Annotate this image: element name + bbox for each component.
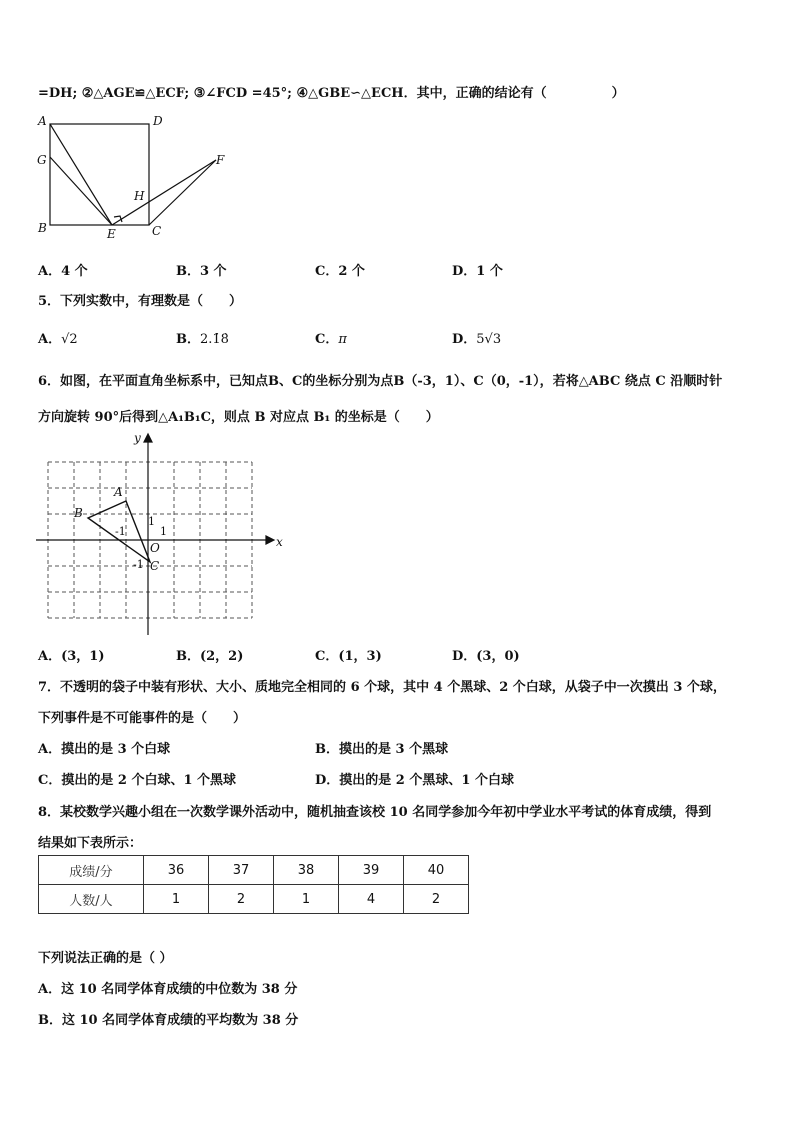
table-cell: 39 bbox=[339, 856, 404, 885]
table-row bbox=[39, 885, 469, 914]
table-cell: 40 bbox=[404, 856, 469, 885]
q4-option-b[interactable]: B．3 个 bbox=[176, 264, 227, 279]
option-math: 2.1̇8̇ bbox=[200, 332, 229, 347]
table-cell: 2 bbox=[209, 885, 274, 914]
q8-stem-line2: 结果如下表所示： bbox=[38, 836, 143, 851]
axis-label-x: x bbox=[276, 535, 283, 549]
label-H: H bbox=[134, 189, 145, 203]
q4-option-d[interactable]: D．1 个 bbox=[452, 264, 503, 279]
label-C: C bbox=[150, 559, 160, 573]
q5-option-a[interactable] bbox=[38, 328, 78, 347]
q5-option-b[interactable] bbox=[176, 328, 229, 347]
q4-option-c[interactable]: C．2 个 bbox=[315, 264, 365, 279]
q6-option-c[interactable]: C．(1，3) bbox=[315, 649, 382, 664]
q7-stem-line1: 7．不透明的袋子中装有形状、大小、质地完全相同的 6 个球，其中 4 个黑球、2 个白球，从袋子中一次摸出 3 个球， bbox=[38, 680, 726, 695]
q7-option-a[interactable]: A．摸出的是 3 个白球 bbox=[38, 742, 171, 757]
q8-question: 下列说法正确的是（ ） bbox=[38, 951, 173, 966]
tick-label: -1 bbox=[133, 558, 144, 571]
q8-option-a[interactable]: A．这 10 名同学体育成绩的中位数为 38 分 bbox=[38, 982, 298, 997]
table-row bbox=[39, 856, 469, 885]
option-label: B． bbox=[176, 332, 200, 347]
q5-option-d[interactable] bbox=[452, 328, 501, 347]
q6-option-d[interactable]: D．(3，0) bbox=[452, 649, 520, 664]
table-cell: 1 bbox=[274, 885, 339, 914]
label-O: O bbox=[150, 541, 160, 555]
tick-label: 1 bbox=[148, 515, 155, 528]
q4-statement-line: =DH; ②△AGE≌△ECF; ③∠FCD =45°; ④△GBE∽△ECH．其中，正确的结论有（ ） bbox=[38, 86, 625, 101]
table-cell: 38 bbox=[274, 856, 339, 885]
q6-option-b[interactable]: B．(2，2) bbox=[176, 649, 244, 664]
q4-option-a[interactable]: A．4 个 bbox=[38, 264, 88, 279]
table-cell: 1 bbox=[144, 885, 209, 914]
label-A: A bbox=[38, 114, 47, 128]
axis-label-y: y bbox=[134, 431, 141, 445]
tick-label: 1 bbox=[160, 525, 167, 538]
table-cell: 37 bbox=[209, 856, 274, 885]
table-header-cell: 人数/人 bbox=[39, 885, 144, 914]
tick-label: -1 bbox=[115, 525, 126, 538]
table-cell: 2 bbox=[404, 885, 469, 914]
q7-stem-line2: 下列事件是不可能事件的是（ ） bbox=[38, 711, 247, 726]
q7-option-b[interactable]: B．摸出的是 3 个黑球 bbox=[315, 742, 449, 757]
label-D: D bbox=[153, 114, 163, 128]
option-math: 5√3 bbox=[476, 332, 502, 347]
q7-option-c[interactable]: C．摸出的是 2 个白球、1 个黑球 bbox=[38, 773, 237, 788]
option-label: A． bbox=[38, 332, 62, 347]
option-math: √2 bbox=[61, 332, 78, 347]
q5-option-c[interactable] bbox=[315, 328, 347, 347]
table-cell: 36 bbox=[144, 856, 209, 885]
label-C: C bbox=[152, 224, 162, 238]
q6-stem-line2: 方向旋转 90°后得到△A₁B₁C，则点 B 对应点 B₁ 的坐标是（ ） bbox=[38, 410, 439, 425]
label-G: G bbox=[37, 153, 47, 167]
q6-coordinate-grid bbox=[36, 430, 286, 635]
label-F: F bbox=[216, 153, 225, 167]
label-A: A bbox=[114, 485, 123, 499]
label-E: E bbox=[107, 227, 116, 241]
table-header-cell: 成绩/分 bbox=[39, 856, 144, 885]
q8-option-b[interactable]: B．这 10 名同学体育成绩的平均数为 38 分 bbox=[38, 1013, 299, 1028]
label-B: B bbox=[38, 221, 47, 235]
label-B: B bbox=[74, 506, 83, 520]
q6-stem-line1: 6．如图，在平面直角坐标系中，已知点B、C的坐标分别为点B（-3，1）、C（0，-1），若将△ABC 绕点 C 沿顺时针 bbox=[38, 374, 723, 389]
q6-option-a[interactable]: A．(3，1) bbox=[38, 649, 105, 664]
q8-stem-line1: 8．某校数学兴趣小组在一次数学课外活动中，随机抽查该校 10 名同学参加今年初中学业水平考试的体育成绩，得到 bbox=[38, 805, 712, 820]
option-label: C． bbox=[315, 332, 339, 347]
option-math: π bbox=[338, 332, 347, 347]
q7-option-d[interactable]: D．摸出的是 2 个黑球、1 个白球 bbox=[315, 773, 514, 788]
option-label: D． bbox=[452, 332, 477, 347]
score-table bbox=[38, 855, 469, 914]
q4-square-figure bbox=[34, 108, 234, 243]
q5-stem: 5．下列实数中，有理数是（ ） bbox=[38, 294, 243, 309]
table-cell: 4 bbox=[339, 885, 404, 914]
